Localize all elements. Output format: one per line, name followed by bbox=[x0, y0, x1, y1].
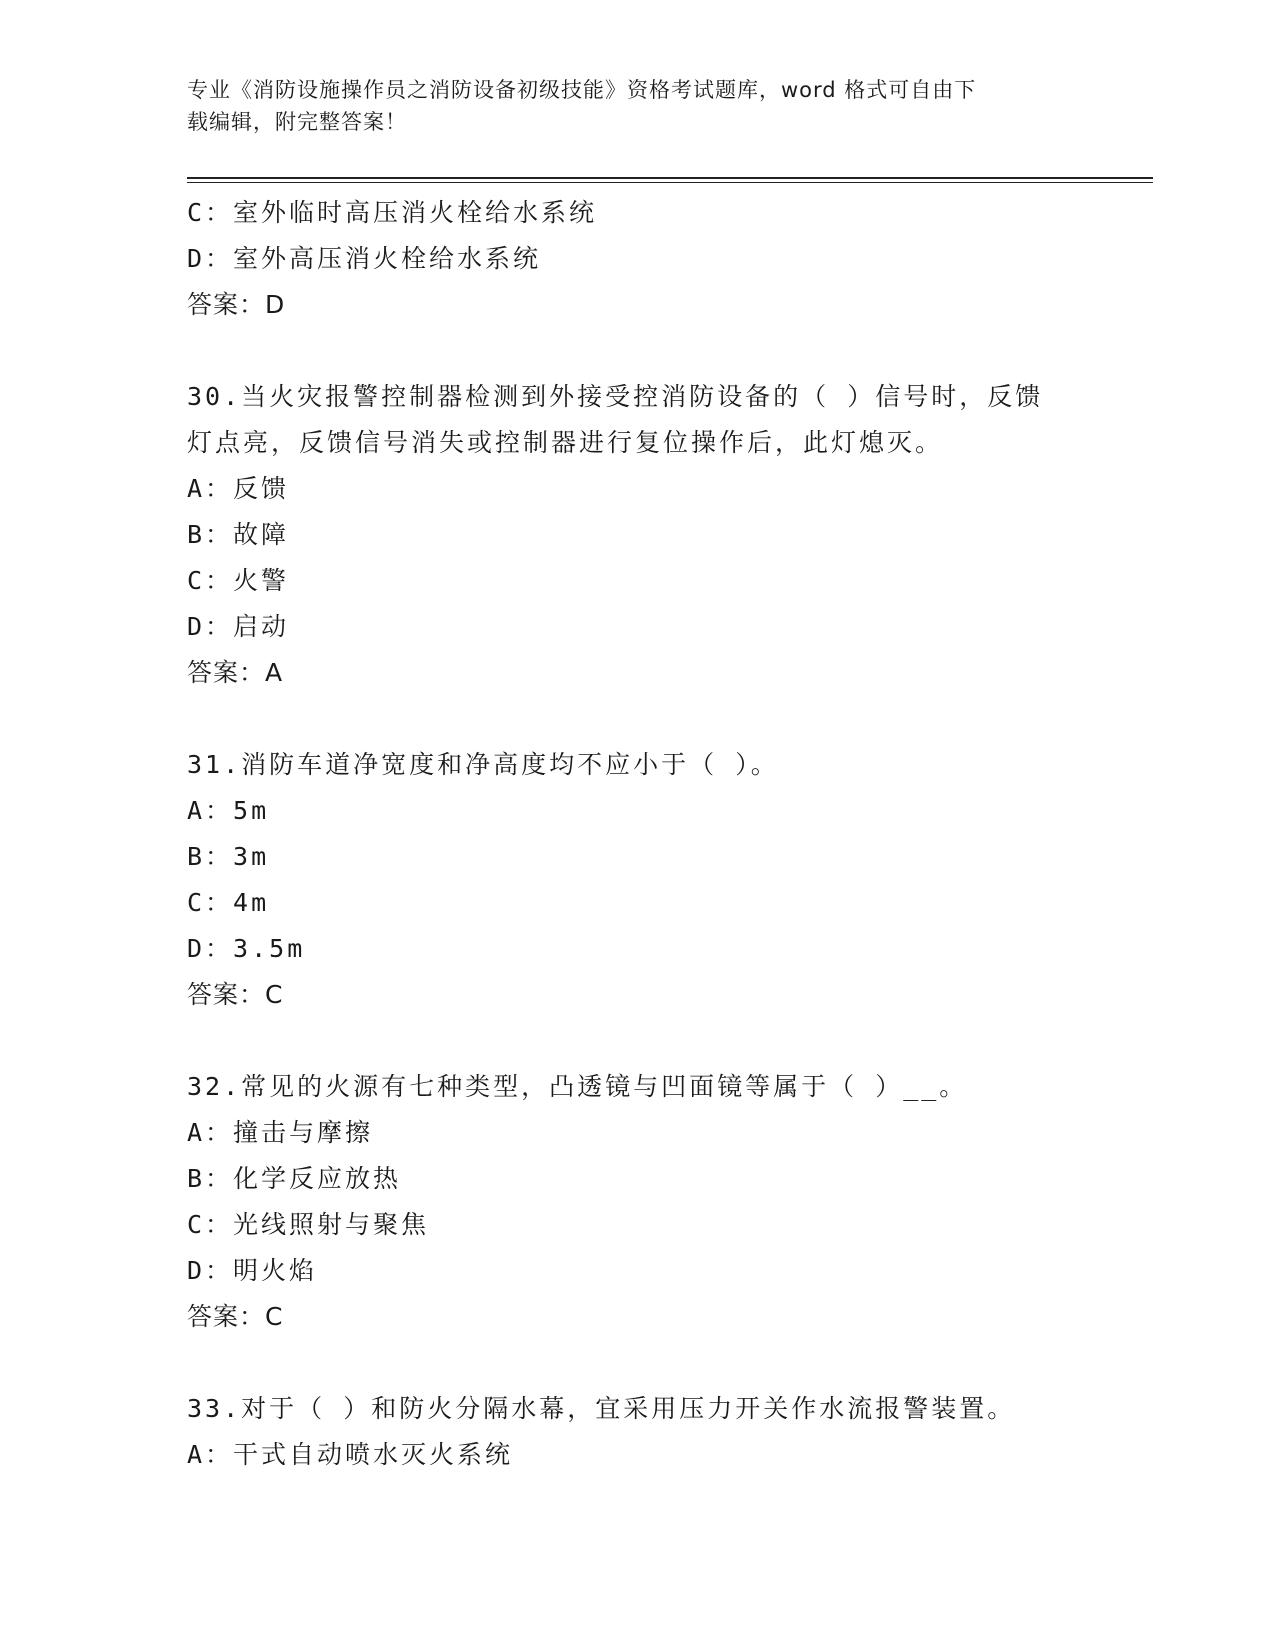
question-text: 33.对于（ ）和防火分隔水幕，宜采用压力开关作水流报警装置。 bbox=[187, 1394, 1016, 1423]
option-d: D：明火焰 bbox=[187, 1256, 318, 1285]
option-c: C：火警 bbox=[187, 566, 290, 595]
spacer bbox=[187, 1340, 1087, 1386]
option-b: B：化学反应放热 bbox=[187, 1164, 402, 1193]
header-divider-thick bbox=[187, 177, 1153, 179]
question-block-30 bbox=[187, 374, 1087, 696]
answer-line: 答案：D bbox=[187, 290, 286, 319]
option-d: D：室外高压消火栓给水系统 bbox=[187, 244, 542, 273]
answer-line: 答案：C bbox=[187, 980, 284, 1009]
question-text: 32.常见的火源有七种类型，凸透镜与凹面镜等属于（ ）__。 bbox=[187, 1072, 968, 1101]
option-c: C：室外临时高压消火栓给水系统 bbox=[187, 198, 598, 227]
option-a: A：5m bbox=[187, 796, 270, 825]
option-d: D：启动 bbox=[187, 612, 290, 641]
answer-line: 答案：A bbox=[187, 658, 284, 687]
question-block-33 bbox=[187, 1386, 1087, 1478]
spacer bbox=[187, 696, 1087, 742]
answer-line: 答案：C bbox=[187, 1302, 284, 1331]
option-c: C：4m bbox=[187, 888, 270, 917]
question-block-29 bbox=[187, 190, 1087, 328]
spacer bbox=[187, 328, 1087, 374]
question-text-continued: 灯点亮，反馈信号消失或控制器进行复位操作后，此灯熄灭。 bbox=[187, 428, 944, 457]
header-line-2: 载编辑，附完整答案！ bbox=[187, 110, 407, 134]
question-text: 31.消防车道净宽度和净高度均不应小于（ ）。 bbox=[187, 750, 779, 779]
spacer bbox=[187, 1018, 1087, 1064]
document-header bbox=[187, 74, 1067, 138]
option-a: A：撞击与摩擦 bbox=[187, 1118, 374, 1147]
question-text: 30.当火灾报警控制器检测到外接受控消防设备的（ ）信号时，反馈 bbox=[187, 382, 1044, 411]
header-line-1: 专业《消防设施操作员之消防设备初级技能》资格考试题库，word 格式可自由下 bbox=[187, 78, 977, 102]
question-list bbox=[187, 190, 1087, 1478]
option-c: C：光线照射与聚焦 bbox=[187, 1210, 430, 1239]
question-block-31 bbox=[187, 742, 1087, 1018]
header-divider-thin bbox=[187, 182, 1153, 183]
option-a: A：干式自动喷水灭火系统 bbox=[187, 1440, 514, 1469]
option-b: B：3m bbox=[187, 842, 270, 871]
option-d: D：3.5m bbox=[187, 934, 306, 963]
option-a: A：反馈 bbox=[187, 474, 290, 503]
option-b: B：故障 bbox=[187, 520, 290, 549]
question-block-32 bbox=[187, 1064, 1087, 1340]
